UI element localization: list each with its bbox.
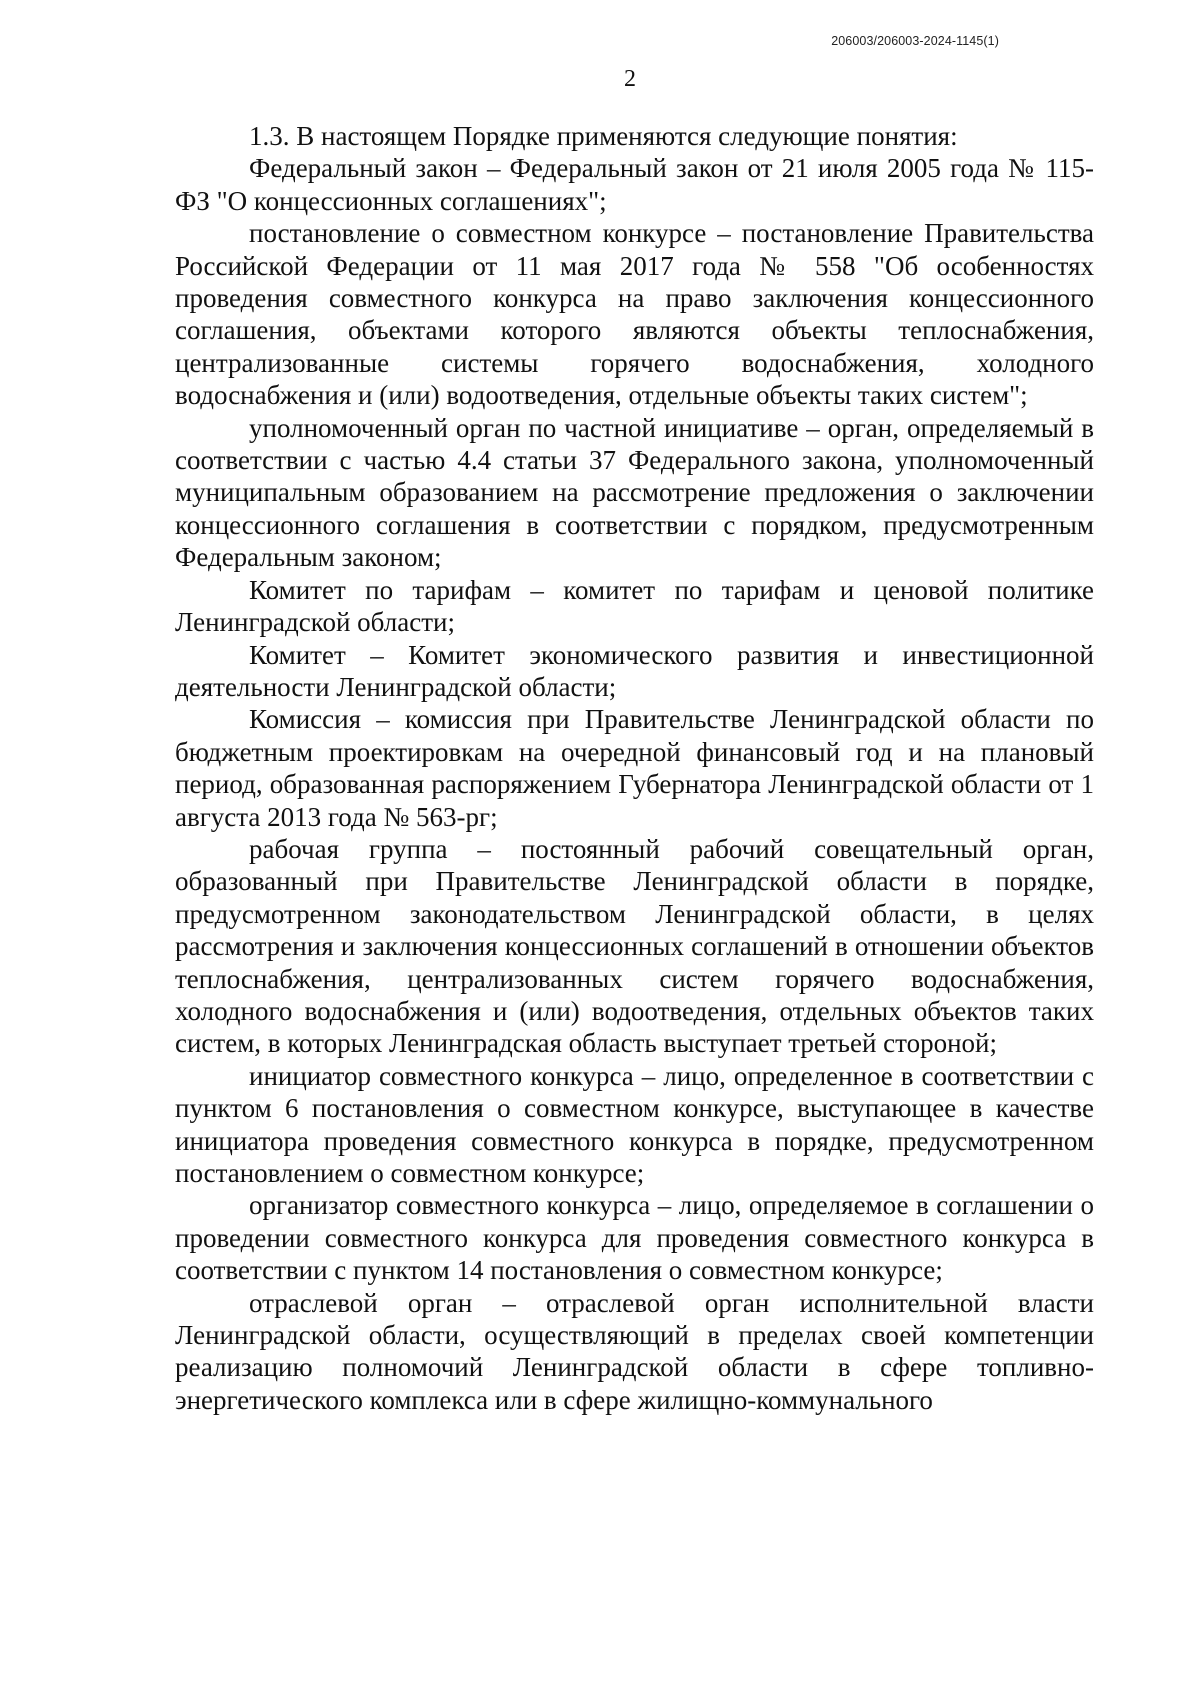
- document-body: [175, 120, 1094, 1416]
- paragraph-sectoral-body: отраслевой орган – отраслевой орган исполнительной власти Ленинградской области, осуществляющий в пределах своей компетенции реализацию полномочий Ленинградской области в сфере топливно-энергетического комплекса или в сфере жилищно-коммунального: [175, 1287, 1094, 1415]
- paragraph-competition-initiator: инициатор совместного конкурса – лицо, определенное в соответствии с пунктом 6 постановления о совместном конкурсе, выступающее в качестве инициатора проведения совместного конкурса в порядке, предусмотренном постановлением о совместном конкурсе;: [175, 1060, 1094, 1188]
- paragraph-definitions-intro: 1.3. В настоящем Порядке применяются следующие понятия:: [249, 121, 958, 151]
- page-number: 2: [624, 66, 636, 92]
- paragraph-competition-organizer: организатор совместного конкурса – лицо, определяемое в соглашении о проведении совместного конкурса для проведения совместного конкурса в соответствии с пунктом 14 постановления о совместном конкурсе;: [175, 1190, 1094, 1286]
- document-id: 206003/206003-2024-1145(1): [831, 34, 999, 48]
- paragraph-authorized-body: уполномоченный орган по частной инициативе – орган, определяемый в соответствии с частью 4.4 статьи 37 Федерального закона, уполномоченный муниципальным образованием на рассмотрение предложения о заключении концессионного соглашения в соответствии с порядком, предусмотренным Федеральным законом;: [175, 412, 1094, 573]
- paragraph-joint-competition-resolution: постановление о совместном конкурсе – постановление Правительства Российской Федерации от 11 мая 2017 года № 558 "Об особенностях проведения совместного конкурса на право заключения концессионного соглашения, объектами которого являются объекты теплоснабжения, централизованные системы горячего водоснабжения, холодного водоснабжения и (или) водоотведения, отдельные объекты таких систем";: [175, 218, 1094, 411]
- paragraph-federal-law: Федеральный закон – Федеральный закон от 21 июля 2005 года № 115-ФЗ "О концессионных соглашениях";: [175, 153, 1094, 216]
- paragraph-committee: Комитет – Комитет экономического развития и инвестиционной деятельности Ленинградской области;: [175, 639, 1094, 702]
- paragraph-tariff-committee: Комитет по тарифам – комитет по тарифам и ценовой политике Ленинградской области;: [175, 574, 1094, 638]
- paragraph-working-group: рабочая группа – постоянный рабочий совещательный орган, образованный при Правительстве Ленинградской области в порядке, предусмотренном законодательством Ленинградской области, в целях рассмотрения и заключения концессионных соглашений в отношении объектов теплоснабжения, централизованных систем горячего водоснабжения, холодного водоснабжения и (или) водоотведения, отдельных объектов таких систем, в которых Ленинградская область выступает третьей стороной;: [175, 833, 1094, 1059]
- paragraph-commission: Комиссия – комиссия при Правительстве Ленинградской области по бюджетным проектировкам на очередной финансовый год и на плановый период, образованная распоряжением Губернатора Ленинградской области от 1 августа 2013 года № 563-рг;: [175, 704, 1094, 832]
